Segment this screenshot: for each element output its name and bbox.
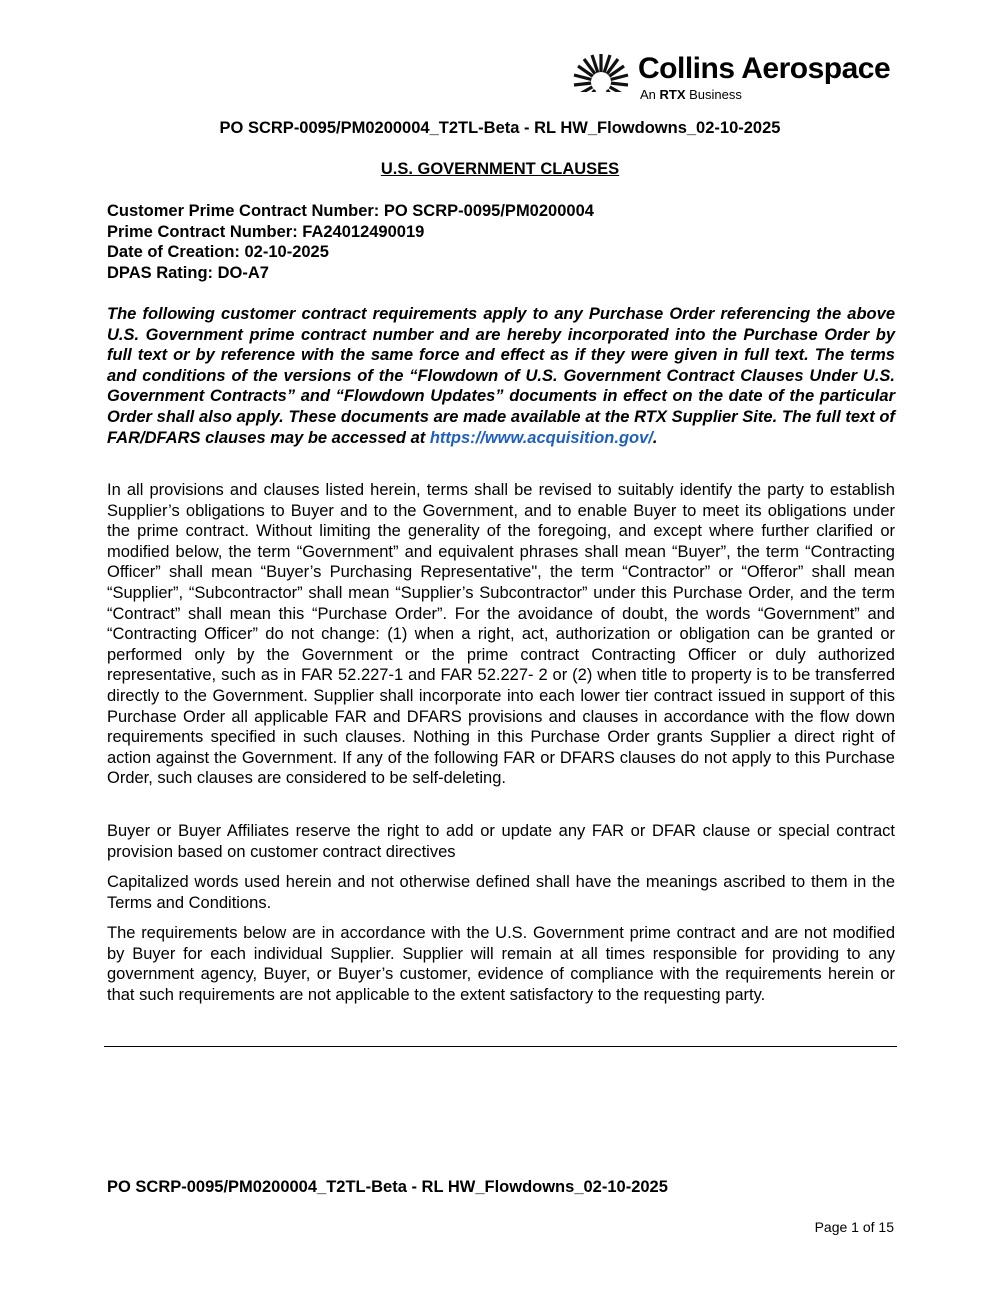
contract-meta [107,201,594,283]
intro-text: The following customer contract requirements apply to any Purchase Order referencing the above U.S. Government prime contract number and are hereby incorporated into the Purchase Order by full text or by reference with the same force and effect as if they were given in full text. The terms and conditions of the versions of the “Flowdown of U.S. Government Contract Clauses Under U.S. Government Contracts” and “Flowdown Updates” documents in effect on the date of the particular Order shall also apply. These documents are made available at the RTX Supplier Site. The full text of FAR/DFARS clauses may be accessed at [107,305,895,447]
paragraph-buyer-affiliates: Buyer or Buyer Affiliates reserve the right to add or update any FAR or DFAR clause or special contract provision based on customer contract directives [107,822,895,861]
page-number: Page 1 of 15 [814,1219,894,1235]
dpas-rating: DPAS Rating: DO-A7 [107,263,269,282]
company-logo [570,48,900,108]
brand-tagline-prefix: An [640,87,660,102]
intro-suffix: . [652,428,658,447]
acquisition-link[interactable]: https://www.acquisition.gov/ [429,428,653,447]
paragraph-terms-revision: In all provisions and clauses listed herein, terms shall be revised to suitably identify the party to establish Supplier’s obligations to Buyer and to the Government, and to enable Buyer to meet its obligations under the prime contract. Without limiting the generality of the foregoing, and except where further clarified or modified below, the term “Government” and equivalent phrases shall mean “Buyer”, the term “Contracting Officer” shall mean “Buyer’s Purchasing Representative", the term “Contractor” or “Offeror” shall mean “Supplier”, “Subcontractor” shall mean “Supplier’s Subcontractor” under this Purchase Order, and the term “Contract” shall mean this “Purchase Order”. For the avoidance of doubt, the words “Government” and “Contracting Officer” do not change: (1) when a right, act, authorization or obligation can be granted or performed only by the Government or the prime contract Contracting Officer or duly authorized representative, such as in FAR 52.227-1 and FAR 52.227- 2 or (2) when title to property is to be transferred directly to the Government. Supplier shall incorporate into each lower tier contract issued in support of this Purchase Order all applicable FAR and DFARS provisions and clauses in accordance with the flow down requirements specified in such clauses. Nothing in this Purchase Order grants Supplier a direct right of action against the Government. If any of the following FAR or DFARS clauses do not apply to this Purchase Order, such clauses are considered to be self-deleting. [107,481,895,788]
brand-tagline [640,87,742,102]
divider [104,1046,897,1047]
document-title: PO SCRP-0095/PM0200004_T2TL-Beta - RL HW_Flowdowns_02-10-2025 [219,119,781,137]
customer-prime-contract-number: Customer Prime Contract Number: PO SCRP-0095/PM0200004 [107,202,594,220]
brand-name: Collins Aerospace [638,52,891,85]
prime-contract-number: Prime Contract Number: FA24012490019 [107,222,425,241]
section-heading: U.S. GOVERNMENT CLAUSES [380,160,620,178]
brand-tagline-bold: RTX [659,87,686,102]
sunburst-logo-icon [570,48,632,108]
date-of-creation: Date of Creation: 02-10-2025 [107,243,329,262]
footer-doc-id: PO SCRP-0095/PM0200004_T2TL-Beta - RL HW_Flowdowns_02-10-2025 [107,1178,668,1196]
intro-paragraph [107,304,895,448]
paragraph-capitalized-words: Capitalized words used herein and not otherwise defined shall have the meanings ascribed to them in the Terms and Conditions. [107,873,895,912]
brand-tagline-suffix: Business [685,87,742,102]
paragraph-requirements: The requirements below are in accordance with the U.S. Government prime contract and are not modified by Buyer for each individual Supplier. Supplier will remain at all times responsible for providing to any government agency, Buyer, or Buyer’s customer, evidence of compliance with the requirements herein or that such requirements are not applicable to the extent satisfactory to the requesting party. [107,924,895,1004]
